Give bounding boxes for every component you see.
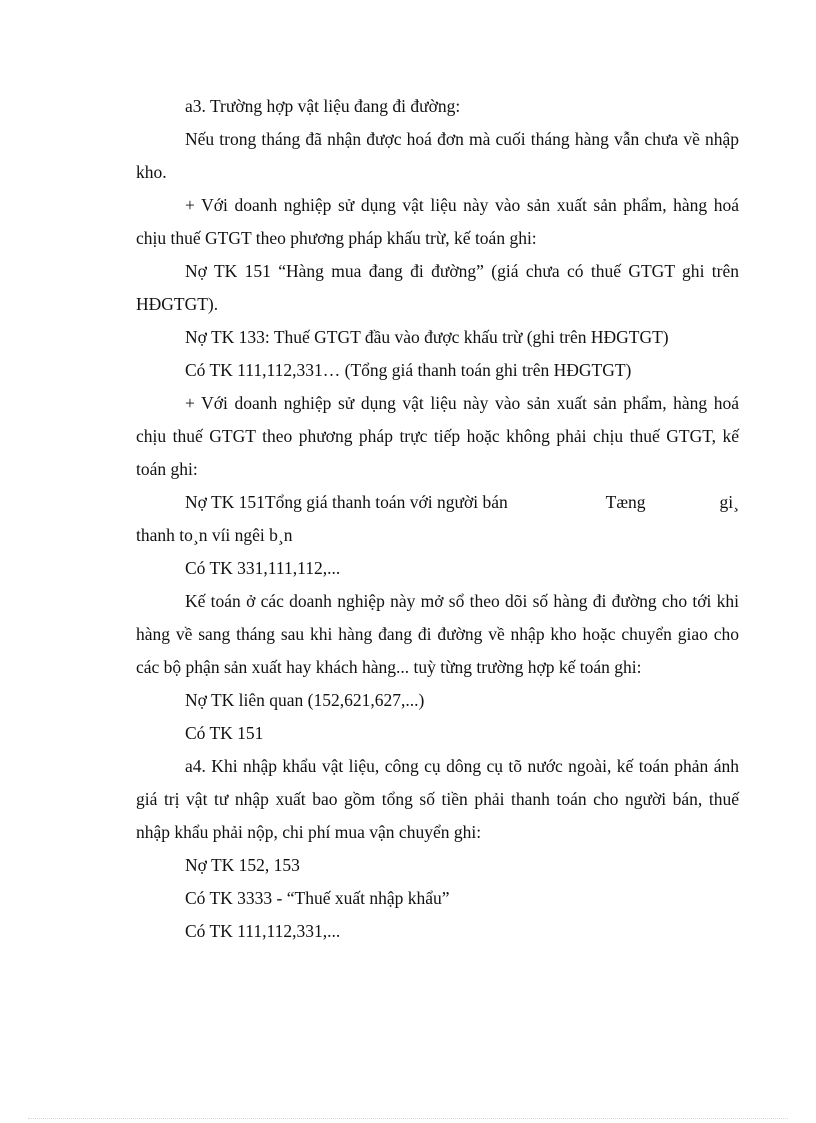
page-bottom-rule [28, 1118, 788, 1119]
entry-line: Có TK 111,112,331… (Tổng giá thanh toán ghi trên HĐGTGT) [185, 360, 632, 380]
garbled-text: Tæng [605, 492, 646, 512]
paragraph: Nếu trong tháng đã nhận được hoá đơn mà cuối tháng hàng vẫn chưa về nhập kho. [136, 129, 739, 182]
heading-a4: a4. Khi nhập khẩu vật liệu, công cụ dông cụ tõ nước ngoài, kế toán phản ánh giá trị vật tư nhập xuất bao gồm tổng số tiền phải thanh toán cho người bán, thuế nhập khẩu phải nộp, chi phí mua vận chuyển ghi: [136, 756, 739, 842]
paragraph: + Với doanh nghiệp sử dụng vật liệu này vào sản xuất sản phẩm, hàng hoá chịu thuế GTGT theo phương pháp trực tiếp hoặc không phải chịu thuế GTGT, kế toán ghi: [136, 393, 739, 479]
entry-line: Nợ TK liên quan (152,621,627,...) [185, 690, 425, 710]
heading-a3: a3. Trường hợp vật liệu đang đi đường: [185, 96, 461, 116]
entry-line: Có TK 111,112,331,... [185, 921, 341, 941]
entry-line: Nợ TK 151 “Hàng mua đang đi đường” (giá chưa có thuế GTGT ghi trên HĐGTGT). [136, 261, 739, 314]
garbled-line: thanh to¸n víi ngêi b¸n [136, 525, 293, 545]
entry-line-tabbed [136, 486, 739, 519]
garbled-text: gi¸ [719, 492, 739, 512]
entry-text: Nợ TK 151Tổng giá thanh toán với người bán [185, 492, 508, 512]
entry-line: Có TK 3333 - “Thuế xuất nhập khẩu” [185, 888, 450, 908]
entry-line: Nợ TK 152, 153 [185, 855, 300, 875]
paragraph: + Với doanh nghiệp sử dụng vật liệu này vào sản xuất sản phẩm, hàng hoá chịu thuế GTGT theo phương pháp khấu trừ, kế toán ghi: [136, 195, 739, 248]
entry-line: Có TK 331,111,112,... [185, 558, 341, 578]
entry-line: Nợ TK 133: Thuế GTGT đầu vào được khấu trừ (ghi trên HĐGTGT) [185, 327, 669, 347]
entry-line: Có TK 151 [185, 723, 264, 743]
document-page [136, 90, 739, 948]
paragraph: Kế toán ở các doanh nghiệp này mở sổ theo dõi số hàng đi đường cho tới khi hàng về sang tháng sau khi hàng đang đi đường về nhập kho hoặc chuyển giao cho các bộ phận sản xuất hay khách hàng... tuỳ từng trường hợp kế toán ghi: [136, 591, 739, 677]
